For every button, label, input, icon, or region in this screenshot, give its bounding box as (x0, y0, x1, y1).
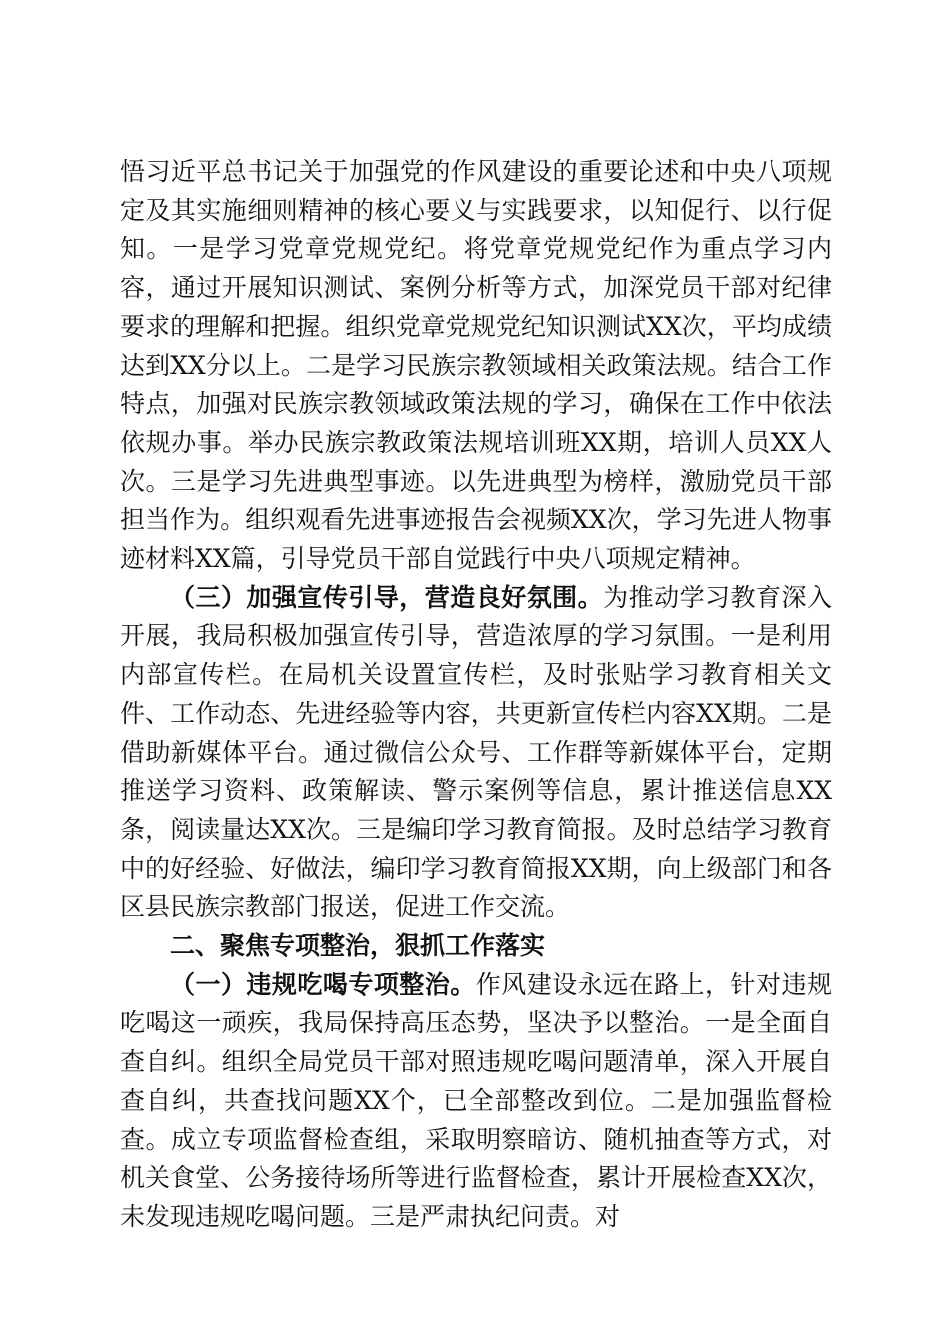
section-three-lead: （三）加强宣传引导，营造良好氛围。 (170, 582, 604, 612)
continuation-paragraph: 悟习近平总书记关于加强党的作风建设的重要论述和中央八项规定及其实施细则精神的核心要义与实践要求，以知促行、以行促知。一是学习党章党规党纪。将党章党规党纪作为重点学习内容，通过开展知识测试、案例分析等方式，加深党员干部对纪律要求的理解和把握。组织党章党规党纪知识测试XX次，平均成绩达到XX分以上。二是学习民族宗教领域相关政策法规。结合工作特点，加强对民族宗教领域政策法规的学习，确保在工作中依法依规办事。举办民族宗教政策法规培训班XX期，培训人员XX人次。三是学习先进典型事迹。以先进典型为榜样，激励党员干部担当作为。组织观看先进事迹报告会视频XX次，学习先进人物事迹材料XX篇，引导党员干部自觉践行中央八项规定精神。 (120, 157, 832, 574)
section-three-body: 为推动学习教育深入开展，我局积极加强宣传引导，营造浓厚的学习氛围。一是利用内部宣传栏。在局机关设置宣传栏，及时张贴学习教育相关文件、工作动态、先进经验等内容，共更新宣传栏内容XX期。二是借助新媒体平台。通过微信公众号、工作群等新媒体平台，定期推送学习资料、政策解读、警示案例等信息，累计推送信息XX条，阅读量达XX次。三是编印学习教育简报。及时总结学习教育中的好经验、好做法，编印学习教育简报XX期，向上级部门和各区县民族宗教部门报送，促进工作交流。 (120, 582, 832, 922)
document-body (120, 153, 832, 1237)
section-one-lead: （一）违规吃喝专项整治。 (170, 969, 476, 999)
section-heading-two: 二、聚焦专项整治，狠抓工作落实 (170, 931, 546, 961)
section-one-paragraph (120, 966, 832, 1237)
section-one-body: 作风建设永远在路上，针对违规吃喝这一顽疾，我局保持高压态势，坚决予以整治。一是全面自查自纠。组织全局党员干部对照违规吃喝问题清单，深入开展自查自纠，共查找问题XX个，已全部整改到位。二是加强监督检查。成立专项监督检查组，采取明察暗访、随机抽查等方式，对机关食堂、公务接待场所等进行监督检查，累计开展检查XX次，未发现违规吃喝问题。三是严肃执纪问责。对 (120, 969, 832, 1231)
section-three-paragraph (120, 579, 832, 927)
